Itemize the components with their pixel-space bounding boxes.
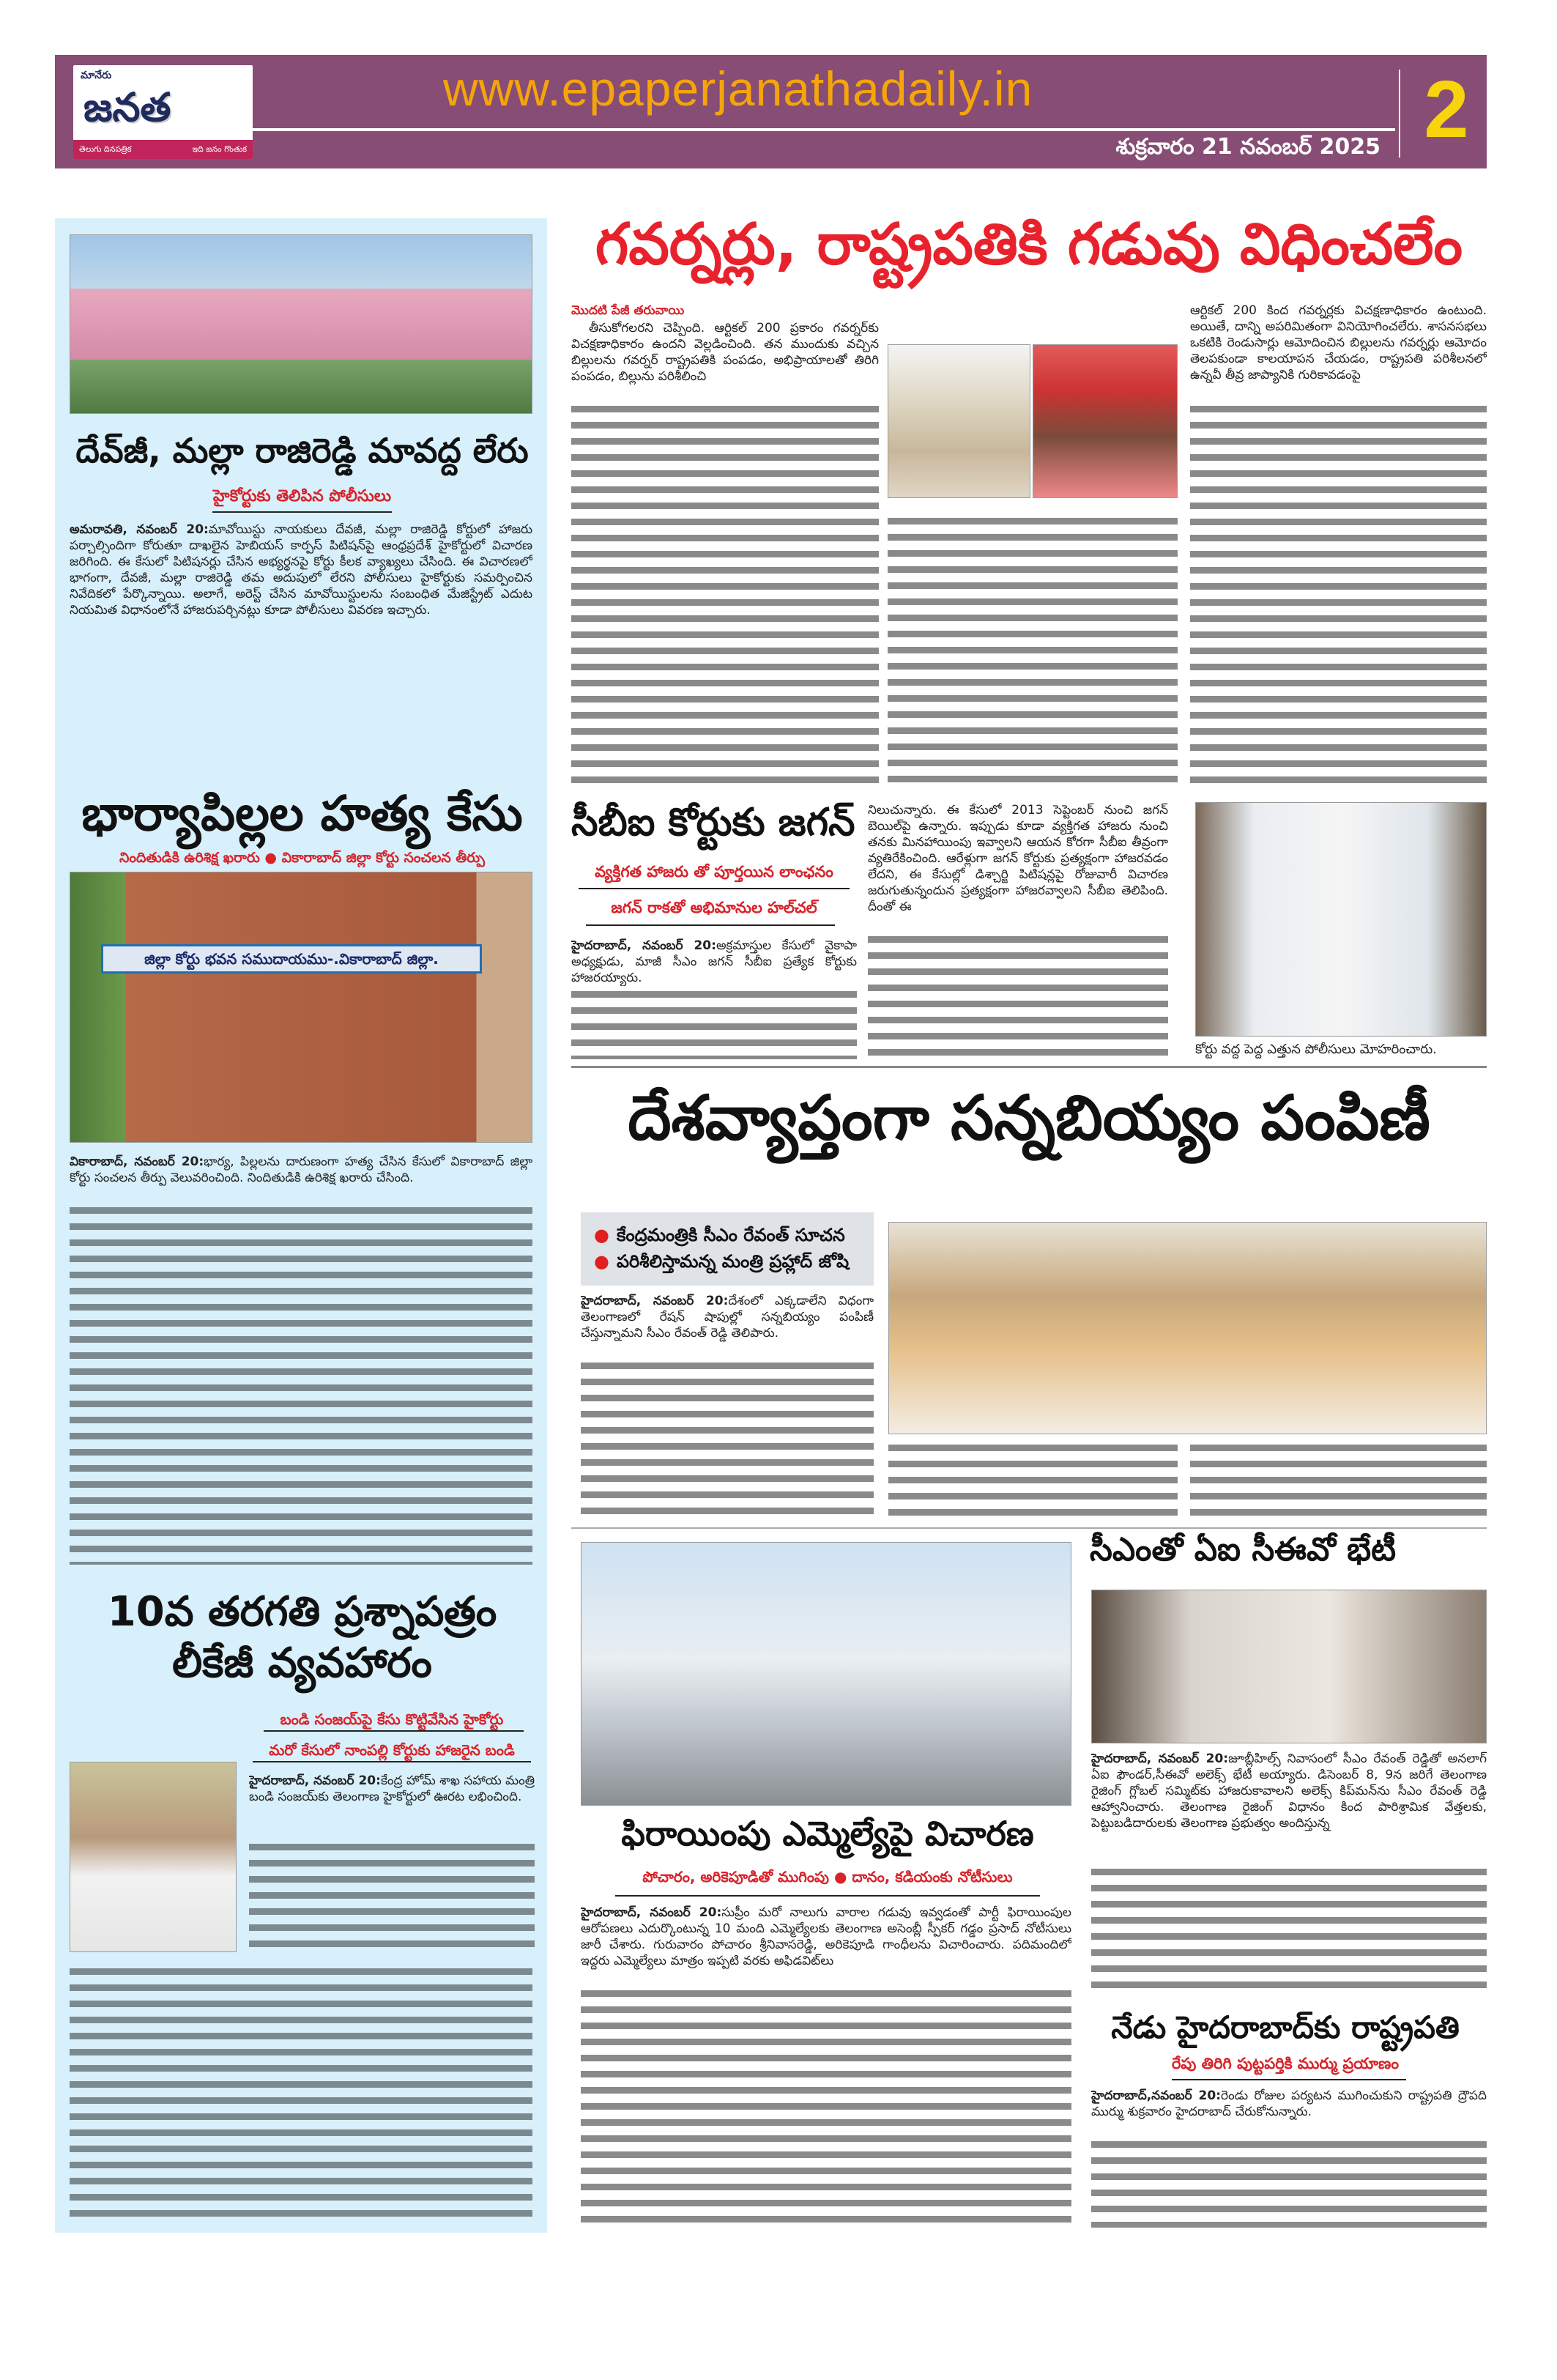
article-text: రెండు రోజుల పర్యటన ముగించుకుని రాష్ట్రపతి ద్రౌపది ముర్ము శుక్రవారం హైదరాబాద్ చేరుకోనున్నారు. [1091,2088,1487,2119]
rice-text-continued [1190,1439,1487,1519]
cbi-subheadline-1: వ్యక్తిగత హాజరు తో పూర్తయిన లాంఛనం [595,863,833,881]
ai-ceo-article-body [1091,1751,1487,1864]
dateline: హైదరాబాద్, నవంబర్ 20: [581,1905,722,1920]
paper-leak-text-continued [70,1963,532,2220]
masthead-divider [253,128,1395,131]
murder-article-text-continued [70,1202,532,1565]
president-murmu-photo [1033,344,1178,498]
dateline: హైదరాబాద్, నవంబర్ 20: [571,938,716,953]
lead-article-col1: తీసుకోగలరని చెప్పింది. ఆర్టికల్ 200 ప్రకారం గవర్నర్‌కు విచక్షణాధికారం ఉందని వెల్లడించింది. తన ముందుకు వచ్చిన బిల్లులను గవర్నర్ రాష్ట్రపతికి పంపడం, అభిప్రాయాలతో తిరిగి పంపడం, బిల్లును పరిశీలించి [571,321,879,384]
defection-article-body [581,1905,1071,1985]
divider [253,1761,531,1762]
article-text: సుప్రీం మరో నాలుగు వారాల గడువు ఇవ్వడంతో పార్టీ ఫిరాయింపుల ఆరోపణలు ఎదుర్కొంటున్న 10 మంది ఎమ్మెల్యేలకు తెలంగాణ అసెంబ్లీ స్పీకర్ గడ్డం ప్రసాద్ నోటీసులు జారీ చేశారు. గురువారం పోచారం శ్రీనివాసరెడ్డి, అరికెపూడి గాంధీలను విచారించారు. పదిమందిలో ఇద్దరు ఎమ్మెల్యేలు మాత్రం ఇప్పటి వరకు అఫిడవిట్‌లు [581,1905,1071,1968]
dateline: వికారాబాద్, నవంబర్ 20: [70,1154,204,1169]
lead-article-text-continued [1190,401,1487,789]
defection-text-continued [581,1985,1071,2227]
president-visit-subheadline: రేపు తిరిగి పుట్టపర్తికి ముర్ము ప్రయాణం [1171,2055,1400,2072]
murder-case-subheadline: నిందితుడికి ఉరిశిక్ష ఖరారు ● వికారాబాద్ జిల్లా కోర్టు సంచలన తీర్పు [119,850,485,866]
cbi-article-body [571,938,857,986]
paper-leak-article-body [249,1773,535,1837]
article-text: భార్య, పిల్లలను దారుణంగా హత్య చేసిన కేసులో వికారాబాద్ జిల్లా కోర్టు సంచలన తీర్పు వెలువరించింది. నిందితుడికి ఉరిశిక్ష ఖరారు చేసింది. [70,1154,532,1185]
paper-leak-headline-line2: లీకేజీ వ్యవహారం [172,1639,432,1687]
divider [586,924,835,926]
paper-leak-text-continued [249,1839,535,1956]
meeting-with-union-minister-photo [888,1222,1487,1434]
president-text-continued [1091,2136,1487,2228]
logo-small-text: మానేరు [81,70,112,81]
lead-article-col3: ఆర్టికల్ 200 కింద గవర్నర్లకు విచక్షణాధికారం ఉంటుంది. అయితే, దాన్ని అపరిమితంగా వినియోగించలేరు. శాసనసభలు ఒకటికి రెండుసార్లు ఆమోదించిన బిల్లులను గవర్నర్లు ఆమోదం తెలపకుండా కాలయాపన చేయడం, రాష్ట్రపతి పరిశీలనలో ఉన్నవీ తీవ్ర జాప్యానికి గురికావడంపై [1190,303,1487,382]
logo-tagline-left: తెలుగు దినపత్రిక [79,144,132,154]
divider [1172,2079,1406,2080]
lead-kicker: మొదటి పేజీ తరువాయి [571,303,685,318]
lead-article-text-continued [571,401,879,789]
logo-tagline-right: ఇది జనం గొంతుక [192,144,247,154]
dateline: హైదరాబాద్, నవంబర్ 20: [249,1773,381,1788]
devji-article-body [70,522,532,779]
murder-article-body [70,1154,532,1202]
district-court-building-photo [70,872,532,1143]
rice-highlights-box [581,1212,874,1286]
ai-ceo-text-continued [1091,1864,1487,1995]
divider [212,511,392,513]
high-court-building-photo [70,234,532,414]
devji-headline: దేవ్‌జీ, మల్లా రాజిరెడ్డి మావద్ద లేరు [75,431,529,470]
masthead [55,55,1487,168]
jagan-at-court-photo [1195,802,1487,1037]
article-text: దేశంలో ఎక్కడాలేని విధంగా తెలంగాణలో రేషన్ షాపుల్లో సన్నబియ్యం పంపిణీ చేస్తున్నామని సీఎం రేవంత్ రెడ్డి తెలిపారు. [581,1294,874,1341]
supreme-court-photo [888,344,1030,498]
mlas-assembly-photo [581,1542,1071,1806]
website-url[interactable]: www.epaperjanathadaily.in [443,62,1033,116]
highlight-item: ● కేంద్రమంత్రికి సీఎం రేవంత్ సూచన [594,1225,845,1245]
president-article-body [1091,2088,1487,2136]
rice-text-continued [888,1439,1178,1519]
lead-headline: గవర్నర్లు, రాష్ట్రపతికి గడువు విధించలేం [595,212,1463,278]
bandi-sanjay-photo [70,1762,237,1952]
cbi-article-col2: నిలుచున్నారు. ఈ కేసులో 2013 సెప్టెంబర్ నుంచి జగన్ బెయిల్‌పై ఉన్నారు. ఇప్పుడు కూడా వ్యక్తిగత హాజరు నుంచి తనకు మినహాయింపు ఇవ్వాలని ఆయన కోరగా సీబీఐ తీవ్రంగా వ్యతిరేకించింది. ఆరేళ్లుగా జగన్ కోర్టుకు ప్రత్యక్షంగా హాజరవడం లేదని, ఈ కేసుల్లో డిశ్చార్జి పిటిషన్లపై రోజువారీ విచారణ జరుగుతున్నందున ప్రత్యక్షంగా హాజరవ్వాలని సీబీఐ తెలిపింది. దీంతో ఈ [868,803,1168,914]
court-signboard: జిల్లా కోర్టు భవన సముదాయము-.వికారాబాద్ జిల్లా. [101,944,482,974]
highlight-text: కేంద్రమంత్రికి సీఎం రేవంత్ సూచన [616,1225,845,1245]
issue-date: శుక్రవారం 21 నవంబర్ 2025 [1115,134,1381,160]
paper-leak-subheadline-1: బండి సంజయ్‌పై కేసు కొట్టివేసిన హైకోర్టు [280,1710,504,1728]
paper-leak-subheadline-2: మరో కేసులో నాంపల్లి కోర్టుకు హాజరైన బండి [269,1741,515,1759]
cbi-headline: సీబీఐ కోర్టుకు జగన్ [571,801,855,845]
defection-headline: ఫిరాయింపు ఎమ్మెల్యేపై విచారణ [621,1814,1034,1853]
rice-text-continued [581,1357,874,1519]
cbi-text-continued [868,931,1168,1059]
section-divider [571,1527,1487,1529]
cbi-subheadline-2: జగన్ రాకతో అభిమానుల హల్‌చల్ [611,899,817,916]
ai-ceo-headline: సీఎంతో ఏఐ సీఈవో భేటీ [1090,1531,1397,1568]
highlight-text: పరిశీలిస్తామన్న మంత్రి ప్రహ్లాద్ జోషి [616,1251,850,1272]
divider [264,1730,524,1732]
defection-subheadline: పోచారం, అరికెపూడితో ముగింపు ● దానం, కడియంకు నోటీసులు [642,1868,1013,1886]
dateline: హైదరాబాద్,నవంబర్ 20: [1091,2088,1221,2103]
rice-article-body [581,1293,874,1357]
president-visit-headline: నేడు హైదరాబాద్‌కు రాష్ట్రపతి [1111,2009,1460,2045]
highlight-item: ● పరిశీలిస్తామన్న మంత్రి ప్రహ్లాద్ జోషి [594,1251,850,1272]
article-text: కేంద్ర హోమ్ శాఖ సహాయ మంత్రి బండి సంజయ్‌కు తెలంగాణ హైకోర్టులో ఊరట లభించింది. [249,1773,535,1804]
cbi-text-continued [571,986,857,1059]
rice-headline: దేశవ్యాప్తంగా సన్నబియ్యం పంపిణీ [628,1082,1430,1154]
masthead-vertical-divider [1399,70,1400,157]
lead-article-text-continued [888,513,1178,791]
article-text: జూబ్లీహిల్స్ నివాసంలో సీఎం రేవంత్ రెడ్డితో అనలాగ్ ఏఐ ఫౌండర్,సీఈవో అలెక్స్ భేటీ అయ్యారు. డిసెంబర్ 8, 9న జరిగే తెలంగాణ రైజింగ్ గ్లోబల్ సమ్మిట్‌కు హాజరుకావాలని అలెక్స్ కిప్‌మన్‌ను సీఎం రేవంత్ రెడ్డి ఆహ్వానించారు. తెలంగాణ రైజింగ్ విధానం కింద పారిశ్రామిక వేత్తలకు, పెట్టుబడిదారులకు తెలంగాణ ప్రభుత్వం అందిస్తున్న [1091,1751,1487,1831]
page-number: 2 [1424,64,1469,155]
section-divider [571,1066,1487,1068]
logo-tagline-strip [73,140,253,159]
dateline: హైదరాబాద్, నవంబర్ 20: [1091,1751,1229,1766]
dateline: హైదరాబాద్, నవంబర్ 20: [581,1294,729,1308]
logo-name: జనత [83,84,171,130]
divider [579,888,850,889]
paper-leak-headline-line1: 10వ తరగతి ప్రశ్నాపత్రం [107,1588,497,1636]
divider [615,1895,1040,1897]
murder-case-headline: భార్యాపిల్లల హత్య కేసు [81,785,523,842]
devji-subheadline: హైకోర్టుకు తెలిపిన పోలీసులు [212,487,392,505]
article-text: మావోయిస్టు నాయకులు దేవజీ, మల్లా రాజిరెడ్డి కోర్టులో హాజరు పర్చాల్సిందిగా కోరుతూ దాఖలైన హెబియస్ కార్పస్ పిటిషన్‌పై ఆంధ్రప్రదేశ్ హైకోర్టులో విచారణ జరిగింది. ఈ కేసులో పిటిషనర్లు చేసిన అభ్యర్థనపై కోర్టు కీలక వ్యాఖ్యలు చేసింది. ఈ విచారణలో భాగంగా, దేవజీ, మల్లా రాజిరెడ్డి తమ అదుపులో లేరని పోలీసులు హైకోర్టుకు సమర్పించిన నివేదికలో పేర్కొన్నాయి. అలాగే, అరెస్ట్ చేసిన మావోయిస్టులను సంబంధిత మేజిస్ట్రేట్ ఎదుట నియమిత విధానంలోనే హాజరుపర్చినట్లు కూడా పోలీసులు వివరణ ఇచ్చారు. [70,522,532,618]
article-text: అక్రమాస్తుల కేసులో వైకాపా అధ్యక్షుడు, మాజీ సీఎం జగన్ సీబీఐ ప్రత్యేక కోర్టుకు హాజరయ్యారు. [571,938,857,985]
cm-meeting-photo [1091,1590,1487,1743]
cbi-photo-caption: కోర్టు వద్ద పెద్ద ఎత్తున పోలీసులు మోహరించారు. [1195,1042,1437,1057]
dateline: అమరావతి, నవంబర్ 20: [70,522,209,537]
newspaper-logo [73,65,253,159]
